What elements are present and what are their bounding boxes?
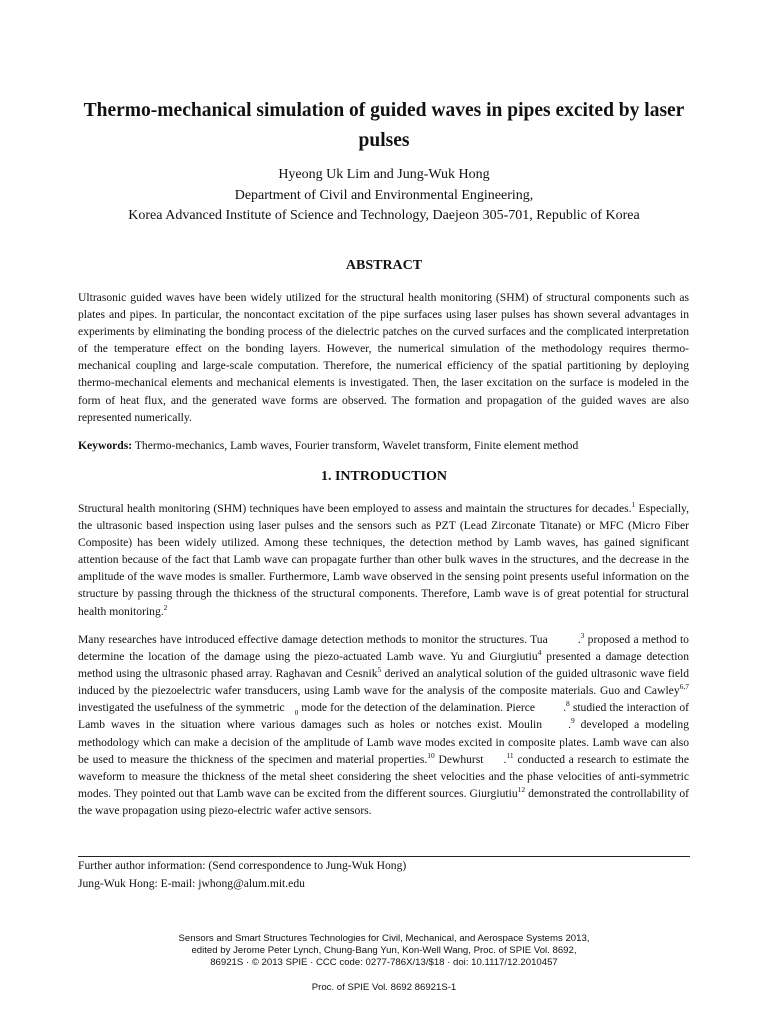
intro-p2-text: proposed a method to determine the location of the damage using the piezo-actuated Lamb wave. Yu and Giurgiutiu [78,633,689,664]
abstract-body: Ultrasonic guided waves have been widely utilized for the structural health monitoring (SHM) of structural components such as plates and pipes. In particular, the noncontact excitation of the pipe surfaces using laser pulses has shown several advantages in experiments by eliminating the bonding process of the dielectric patches on the curved surfaces and the complicated interpretation of the temperature effect on the bonding layers. However, the numerical simulation of the methodology requires thermo-mechanical coupling and large-scale computation. Therefore, the numerical efficiency of the spatial partitioning by deploying thermo-mechanical elements and mechanical elements is investigated. Then, the laser excitation on the surface is modeled in the form of heat flux, and the generated wave forms are observed. The formation and propagation of the guided waves are also represented numerically. [78,291,689,424]
intro-p2-text: conducted a research to estimate the waveform to measure the thickness of the metal sheet considering the sheet velocities and the phase velocities of anti-symmetric modes. They pointed out that Lamb wave can be excited from the different sources. Giurgiutiu [78,752,689,800]
citation-ref: 6,7 [679,682,689,692]
citation-ref: 5 [377,665,382,675]
citation-ref: 4 [537,648,542,658]
paper-title: Thermo-mechanical simulation of guided waves in pipes excited by laser pulses [83,100,685,151]
citation-ref: 3 [580,631,585,640]
intro-p2-text: studied the interaction of Lamb waves in the situation where various damages such as holes or notches exist. Moulin [78,701,689,732]
keywords-line [78,437,689,454]
footnote-correspondence: Further author information: (Send correspondence to Jung-Wuk Hong) [78,859,407,872]
mode-subscript: 0 [294,709,299,718]
author-names: Hyeong Uk Lim and Jung-Wuk Hong [278,167,490,182]
intro-p2-text: investigated the usefulness of the symmetric [78,701,285,715]
intro-p2-text: demonstrated the controllability of the wave propagation using piezo-electric wafer active sensors. [78,786,689,817]
conference-line-3: 86921S · © 2013 SPIE · CCC code: 0277-786X/13/$18 · doi: 10.1117/12.2010457 [210,957,558,968]
page-footer: Proc. of SPIE Vol. 8692 86921S-1 [311,982,457,993]
citation-ref: 1 [631,500,636,509]
conference-line-1: Sensors and Smart Structures Technologies for Civil, Mechanical, and Aerospace Systems 2013, [178,933,590,944]
citation-ref: 2 [163,602,168,612]
intro-p1-text-a: Structural health monitoring (SHM) techniques have been employed to assess and maintain the structures for decades. [78,502,632,515]
citation-ref: 8 [565,699,570,709]
footnote-email: Jung-Wuk Hong: E-mail: jwhong@alum.mit.edu [78,876,305,890]
affiliation-department: Department of Civil and Environmental Engineering, [234,187,534,203]
citation-ref: 12 [517,784,526,794]
intro-paragraph-2: Many researches have introduced effective damage detection methods to monitor the structures. Tua .$^3$ proposed a method to determine the location of the damage using the piezo-actuated Lamb wave. Yu and Giurgiutiu$^4$ presented a damage detection method using the ultrasonic phased array. Raghavan and Cesnik$^5$ derived an analytical solution of the guided ultrasonic wave field induced by the piezoelectric wafer transducers, using Lamb wave for the analysis of the composite materials. Guo and Cawley$^{6,7}$ investigated the usefulness of the symmetric $_0$ mode for the detection of the delamination. Pierce .$^8$ studied the interaction of Lamb waves in the situation where various damages such as holes or notches exist. Moulin .$^9$ developed a modeling methodology which can make a decision of the amplitude of Lamb wave modes excited in composite plates. Lamb wave can also be used to measure the thickness of the specimen and material properties.$^{10}$ Dewhurst .$^{11}$ conducted a research to estimate the waveform to measure the thickness of the metal sheet considering the sheet velocities and the phase velocities of anti-symmetric modes. They pointed out that Lamb wave can be excited from the different sources. Giurgiutiu$^{12}$ demonstrated the controllability of the wave propagation using piezo-electric wafer active sensors. [78,631,690,817]
citation-ref: 11 [506,750,514,760]
intro-p2-text: Dewhurst [434,752,484,766]
citation-ref: 9 [570,716,575,726]
citation-ref: 10 [427,750,435,760]
conference-citation [40,933,728,969]
intro-p2-text: Many researches have introduced effective damage detection methods to monitor the structures. Tua [78,633,548,646]
introduction-heading: 1. INTRODUCTION [320,469,447,484]
intro-p2-text: mode for the detection of the delamination. Pierce [298,701,536,715]
intro-p2-text: derived an analytical solution of the guided ultrasonic wave field induced by the piezoelectric wafer transducers, using Lamb wave for the analysis of the composite materials. Guo and Cawley [78,667,690,698]
abstract-heading: ABSTRACT [345,258,423,273]
intro-p1-text-b: Especially, the ultrasonic based inspection using laser pulses and the sensors such as PZT (Lead Zirconate Titanate) or MFC (Micro Fiber Composite) has been widely utilized. Among these techniques, the detection method by Lamb waves, has gained significant attention because of the fact that Lamb wave can propagate further than other bulk waves in the structures, and the decrease in the amplitude of the wave modes is smaller. Furthermore, Lamb wave observed in the sensing point presents useful information on the structure by passing through the thickness of the structural components. Therefore, Lamb wave is of great potential for structural health monitoring. [78,502,689,618]
intro-p2-text: developed a modeling methodology which can make a decision of the amplitude of Lamb wave modes excited in composite plates. Lamb wave can also be used to measure the thickness of the specimen and material properties. [78,718,689,766]
intro-paragraph-1 [78,500,689,620]
intro-p2-text: presented a damage detection method using the ultrasonic phased array. Raghavan and Cesnik [78,650,690,681]
keywords-label: Keywords: [78,439,133,452]
conference-line-2: edited by Jerome Peter Lynch, Chung-Bang Yun, Kon-Well Wang, Proc. of SPIE Vol. 8692, [191,945,577,956]
affiliation-institute: Korea Advanced Institute of Science and Technology, Daejeon 305-701, Republic of Korea [128,208,640,223]
author-block [40,165,728,227]
author-footnote [78,857,690,892]
keywords-list: Thermo-mechanics, Lamb waves, Fourier transform, Wavelet transform, Finite element method [134,439,579,452]
